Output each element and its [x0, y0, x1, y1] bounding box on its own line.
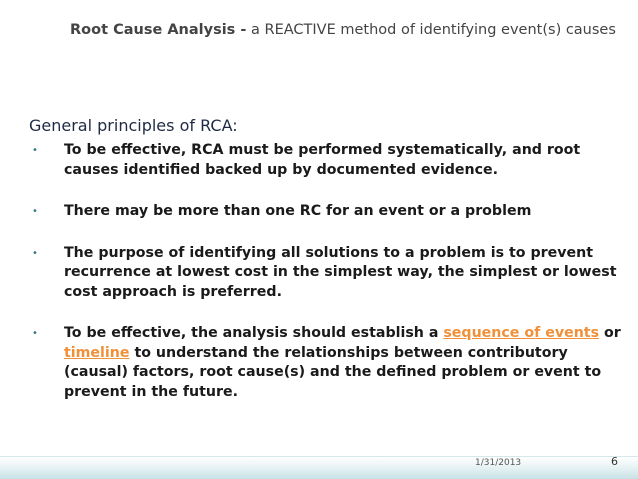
slide-title-bold: Root Cause Analysis - [70, 22, 247, 38]
bullet-text: The purpose of identifying all solutions to a problem is to prevent recurrence at lowest cost in the simplest way, the simplest or lowest cost approach is preferred. [64, 244, 617, 300]
slide-title-rest: a REACTIVE method of identifying event(s) causes [246, 22, 616, 38]
footer-band [0, 457, 638, 479]
bullet-list [29, 141, 629, 402]
bullet-text-after: to understand the relationships between contributory (causal) factors, root cause(s) and the defined problem or event to prevent in the future. [64, 344, 602, 400]
bullet-marker: • [32, 328, 38, 339]
bullet-text: There may be more than one RC for an event or a problem [64, 203, 532, 219]
bullet-item [29, 244, 629, 303]
sequence-of-events-link[interactable]: sequence of events [443, 325, 600, 341]
bullet-item [29, 202, 629, 222]
section-heading: General principles of RCA: [29, 116, 238, 135]
page-number: 6 [611, 455, 618, 468]
bullet-text-mid: or [599, 325, 621, 341]
slide-date: 1/31/2013 [475, 458, 522, 468]
bullet-marker: • [32, 145, 38, 156]
slide-title [70, 22, 630, 38]
bullet-marker: • [32, 247, 38, 259]
timeline-link[interactable]: timeline [64, 344, 130, 361]
bullet-item [29, 324, 629, 402]
bullet-text-before: To be effective, the analysis should establish a [64, 325, 444, 341]
bullet-item [29, 141, 629, 180]
bullet-marker: • [32, 206, 38, 217]
bullet-text: To be effective, RCA must be performed systematically, and root causes identified backed up by documented evidence. [64, 142, 581, 178]
